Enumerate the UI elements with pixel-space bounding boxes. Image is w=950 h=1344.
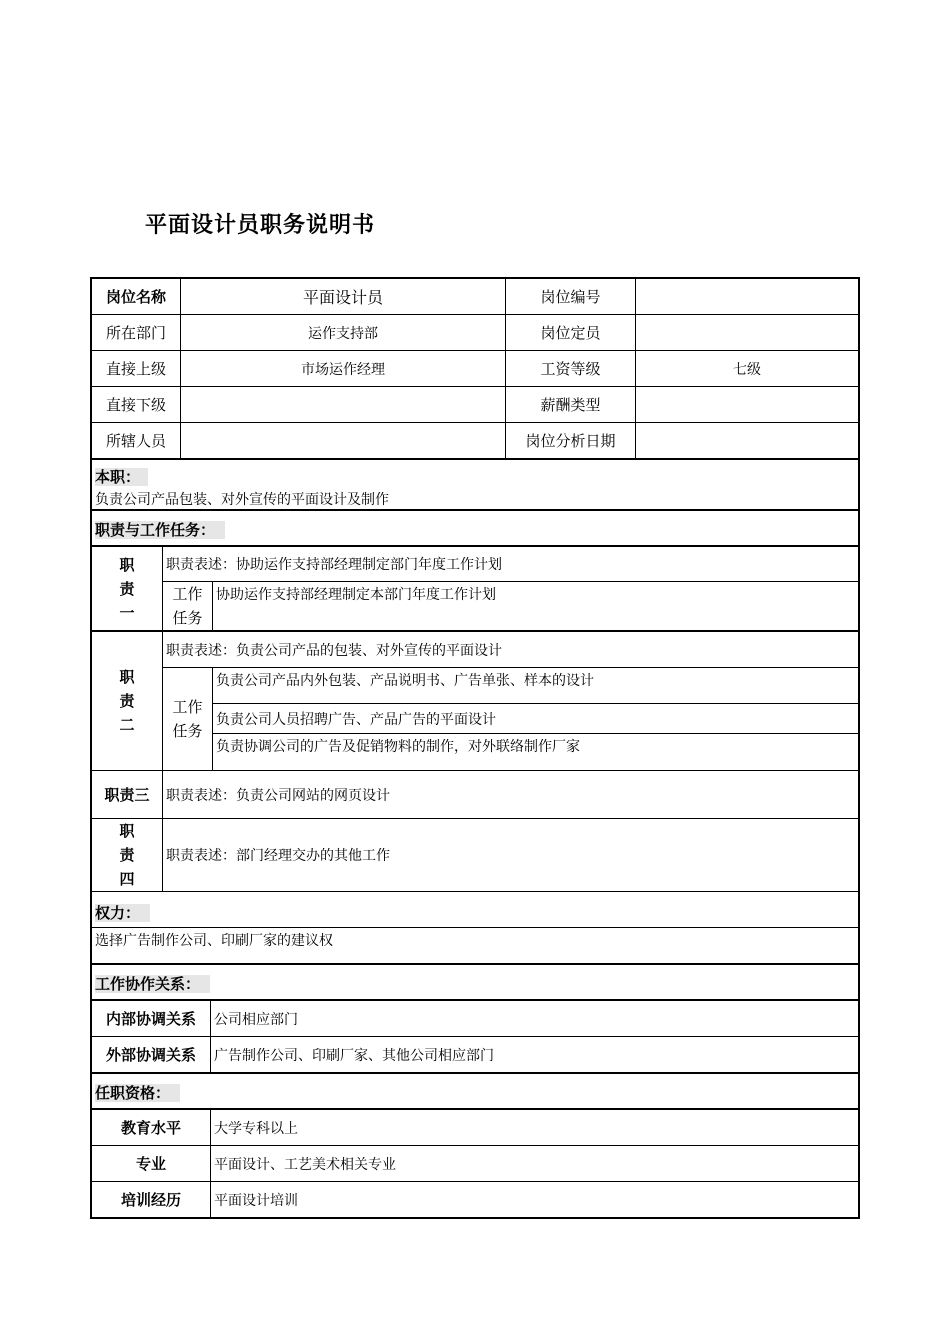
responsibility-4 <box>92 819 858 892</box>
duty-summary-heading: 本职： <box>95 466 855 487</box>
responsibility-3 <box>92 771 858 819</box>
value-position-name: 平面设计员 <box>181 279 506 314</box>
label-staff: 所辖人员 <box>92 423 181 458</box>
qualification-training <box>92 1182 858 1219</box>
responsibility-3-statement: 职责表述：负责公司网站的网页设计 <box>166 787 390 804</box>
basic-row-position-name <box>92 279 858 315</box>
label-position-id: 岗位编号 <box>506 279 636 314</box>
basic-row-subordinates <box>92 387 858 423</box>
responsibility-1-task-1: 协助运作支持部经理制定本部门年度工作计划 <box>216 587 496 603</box>
label-department: 所在部门 <box>92 315 181 350</box>
value-salary-grade: 七级 <box>733 361 761 378</box>
qualification-education <box>92 1110 858 1146</box>
value-department: 运作支持部 <box>181 315 506 350</box>
external-relations-value: 广告制作公司、印刷厂家、其他公司相应部门 <box>214 1047 494 1064</box>
education-value: 大学专科以上 <box>214 1120 298 1137</box>
label-analysis-date: 岗位分析日期 <box>506 423 636 458</box>
label-salary-grade: 工资等级 <box>506 351 636 386</box>
authority-text: 选择广告制作公司、印刷厂家的建议权 <box>92 928 858 965</box>
major-label: 专业 <box>92 1146 211 1181</box>
external-relations-label: 外部协调关系 <box>92 1037 211 1072</box>
label-pay-type: 薪酬类型 <box>506 387 636 422</box>
label-position-name: 岗位名称 <box>92 279 181 314</box>
responsibility-2-task-1: 负责公司产品内外包装、产品说明书、广告单张、样本的设计 <box>213 668 858 704</box>
label-headcount: 岗位定员 <box>506 315 636 350</box>
basic-row-supervisor <box>92 351 858 387</box>
responsibilities-heading: 职责与工作任务： <box>92 511 858 547</box>
page-title: 平面设计员职务说明书 <box>145 213 376 238</box>
value-analysis-date <box>636 423 858 458</box>
qualifications-heading: 任职资格： <box>92 1074 858 1110</box>
responsibility-4-label: 职 责 四 <box>92 819 163 891</box>
duty-summary-text: 负责公司产品包装、对外宣传的平面设计及制作 <box>95 492 389 508</box>
label-subordinates: 直接下级 <box>92 387 181 422</box>
value-supervisor: 市场运作经理 <box>181 351 506 386</box>
value-subordinates <box>181 387 506 422</box>
authority-heading: 权力： <box>92 892 858 928</box>
basic-row-department <box>92 315 858 351</box>
responsibility-1-task-label: 工作 任务 <box>163 582 213 630</box>
training-label: 培训经历 <box>92 1182 211 1217</box>
value-position-id <box>636 279 858 314</box>
training-value: 平面设计培训 <box>214 1192 298 1209</box>
value-staff <box>181 423 506 458</box>
responsibility-4-statement: 职责表述：部门经理交办的其他工作 <box>166 848 390 864</box>
value-headcount <box>636 315 858 350</box>
basic-row-staff <box>92 423 858 460</box>
internal-relations-value: 公司相应部门 <box>214 1011 298 1028</box>
education-label: 教育水平 <box>92 1110 211 1145</box>
responsibility-2-task-2: 负责公司人员招聘广告、产品广告的平面设计 <box>213 704 858 734</box>
responsibility-1-label: 职 责 一 <box>92 547 163 630</box>
duty-summary <box>92 460 858 511</box>
label-supervisor: 直接上级 <box>92 351 181 386</box>
major-value: 平面设计、工艺美术相关专业 <box>214 1157 396 1173</box>
responsibility-2-statement: 职责表述：负责公司产品的包装、对外宣传的平面设计 <box>163 632 858 668</box>
value-pay-type <box>636 387 858 422</box>
relations-external <box>92 1037 858 1074</box>
responsibility-1 <box>92 547 858 632</box>
relations-heading: 工作协作关系： <box>92 965 858 1001</box>
relations-internal <box>92 1001 858 1037</box>
job-description-table <box>90 277 860 1219</box>
responsibility-3-label: 职责三 <box>92 771 163 818</box>
responsibility-1-statement: 职责表述：协助运作支持部经理制定部门年度工作计划 <box>163 547 858 582</box>
qualification-major <box>92 1146 858 1182</box>
responsibility-2 <box>92 632 858 771</box>
responsibility-2-task-label: 工作 任务 <box>163 668 213 770</box>
responsibility-2-task-3: 负责协调公司的广告及促销物料的制作，对外联络制作厂家 <box>216 739 580 755</box>
internal-relations-label: 内部协调关系 <box>92 1001 211 1036</box>
responsibility-2-label: 职 责 二 <box>92 632 163 770</box>
